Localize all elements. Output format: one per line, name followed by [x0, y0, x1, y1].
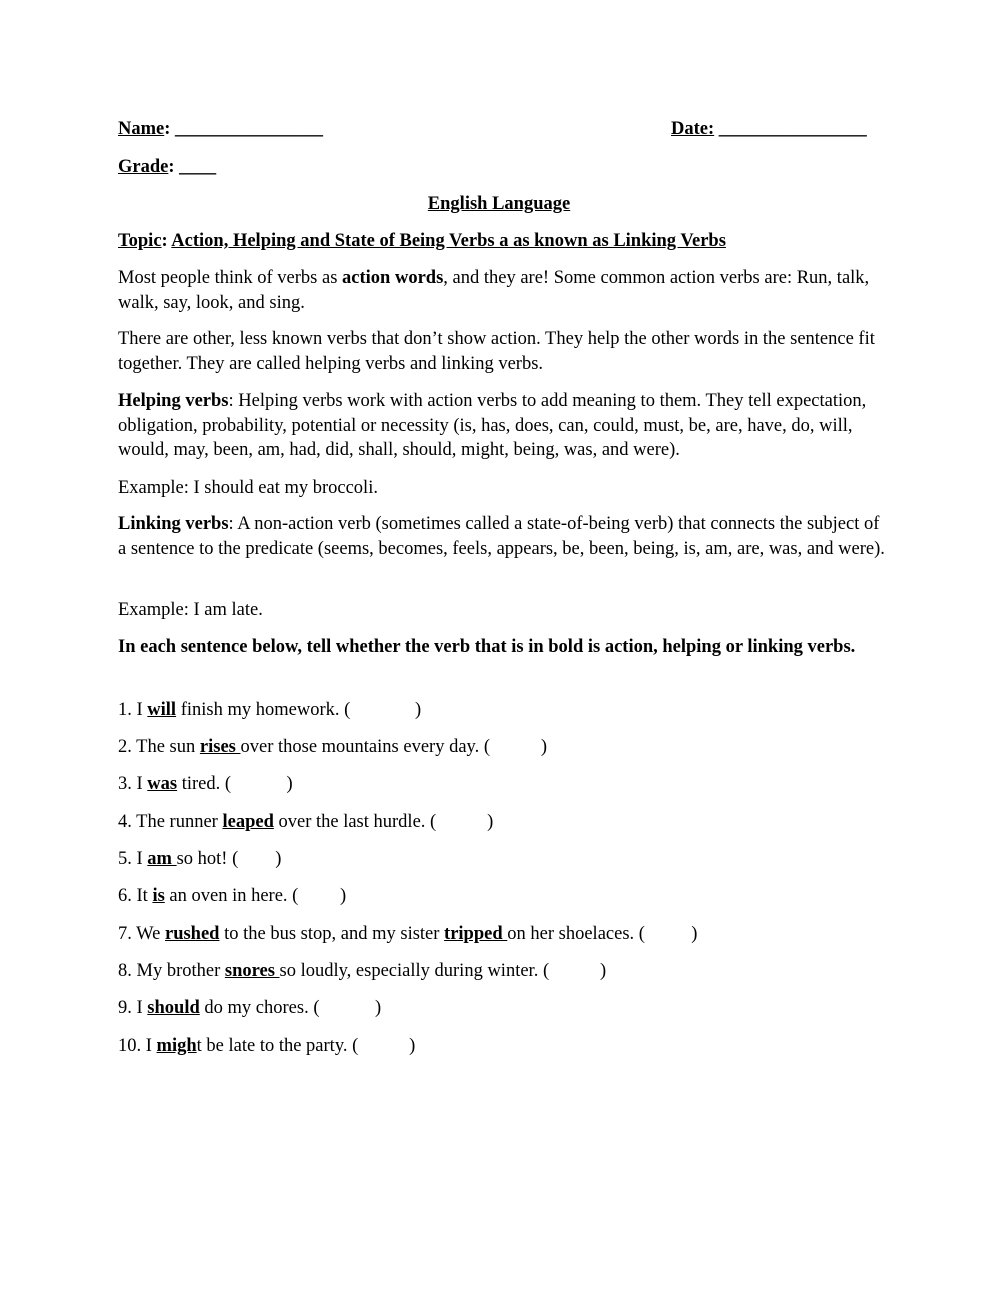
answer-blank[interactable] — [231, 774, 287, 794]
date-label: Date: — [671, 119, 715, 139]
answer-blank[interactable] — [238, 849, 275, 869]
topic-text: Action, Helping and State of Being Verbs a as known as Linking Verbs — [171, 231, 726, 251]
bold-verb: rises — [199, 737, 241, 757]
bold-verb: snores — [224, 961, 280, 981]
answer-blank[interactable] — [645, 924, 691, 944]
date-blank: ________________ — [718, 119, 867, 139]
answer-blank[interactable] — [549, 961, 600, 981]
question-item: 8. My brother snores so loudly, especially during winter. ( ) — [118, 961, 607, 981]
question-item: 1. I will finish my homework. ( ) — [118, 700, 422, 720]
answer-blank[interactable] — [436, 812, 487, 832]
name-line: Name: ________________ — [118, 119, 324, 139]
answer-blank[interactable] — [298, 886, 340, 906]
linking-verbs-term: Linking verbs — [118, 514, 229, 534]
bold-verb: is — [152, 886, 165, 906]
bold-verb: leaped — [222, 812, 274, 832]
topic-label: Topic — [118, 231, 162, 251]
question-item: 6. It is an oven in here. ( ) — [118, 886, 347, 906]
grade-line: Grade: ____ — [118, 157, 217, 177]
bold-verb: tripped — [444, 924, 508, 944]
question-item: 5. I am so hot! ( ) — [118, 849, 282, 869]
helping-verbs-definition: Helping verbs: Helping verbs work with action verbs to add meaning to them. They tell expectation, obligation, probability, potential or necessity (is, has, does, can, could, must, be, are, have, do, will, would, may, been, am, had, did, shall, should, might, being, was, and were). — [118, 391, 867, 460]
answer-blank[interactable] — [490, 737, 541, 757]
subject-title: English Language — [427, 194, 571, 214]
question-item: 3. I was tired. ( ) — [118, 774, 293, 794]
topic-line: Topic: Action, Helping and State of Being Verbs a as known as Linking Verbs — [118, 231, 726, 251]
helping-example: Example: I should eat my broccoli. — [118, 478, 378, 498]
bold-verb: am — [147, 849, 177, 869]
grade-blank: ____ — [179, 157, 217, 177]
date-line — [671, 117, 867, 141]
question-item: 2. The sun rises over those mountains every day. ( ) — [118, 737, 548, 757]
bold-verb: rushed — [164, 924, 220, 944]
intro-paragraph-2: There are other, less known verbs that don’t show action. They help the other words in the sentence fit together. They are called helping verbs and linking verbs. — [118, 329, 875, 374]
answer-blank[interactable] — [358, 1036, 409, 1056]
action-words-term: action words — [342, 268, 444, 288]
bold-verb: will — [147, 700, 177, 720]
bold-verb: migh — [156, 1036, 197, 1056]
question-item: 10. I might be late to the party. ( ) — [118, 1036, 416, 1056]
bold-verb: was — [147, 774, 178, 794]
grade-label: Grade — [118, 157, 169, 177]
instructions: In each sentence below, tell whether the verb that is in bold is action, helping or linking verbs. — [118, 637, 856, 657]
name-blank: ________________ — [175, 119, 324, 139]
intro-paragraph-1: Most people think of verbs as action words, and they are! Some common action verbs are: Run, talk, walk, say, look, and sing. — [118, 268, 870, 313]
helping-verbs-term: Helping verbs — [118, 391, 229, 411]
bold-verb: should — [147, 998, 200, 1018]
answer-blank[interactable] — [319, 998, 375, 1018]
question-item: 9. I should do my chores. ( ) — [118, 998, 382, 1018]
linking-example: Example: I am late. — [118, 600, 263, 620]
answer-blank[interactable] — [350, 700, 415, 720]
question-item: 7. We rushed to the bus stop, and my sister tripped on her shoelaces. ( ) — [118, 924, 698, 944]
linking-verbs-definition: Linking verbs: A non-action verb (sometimes called a state-of-being verb) that connects the subject of a sentence to the predicate (seems, becomes, feels, appears, be, been, being, is, am, are, was, and were). — [118, 514, 885, 559]
question-item: 4. The runner leaped over the last hurdle. ( ) — [118, 812, 494, 832]
name-label: Name — [118, 119, 165, 139]
